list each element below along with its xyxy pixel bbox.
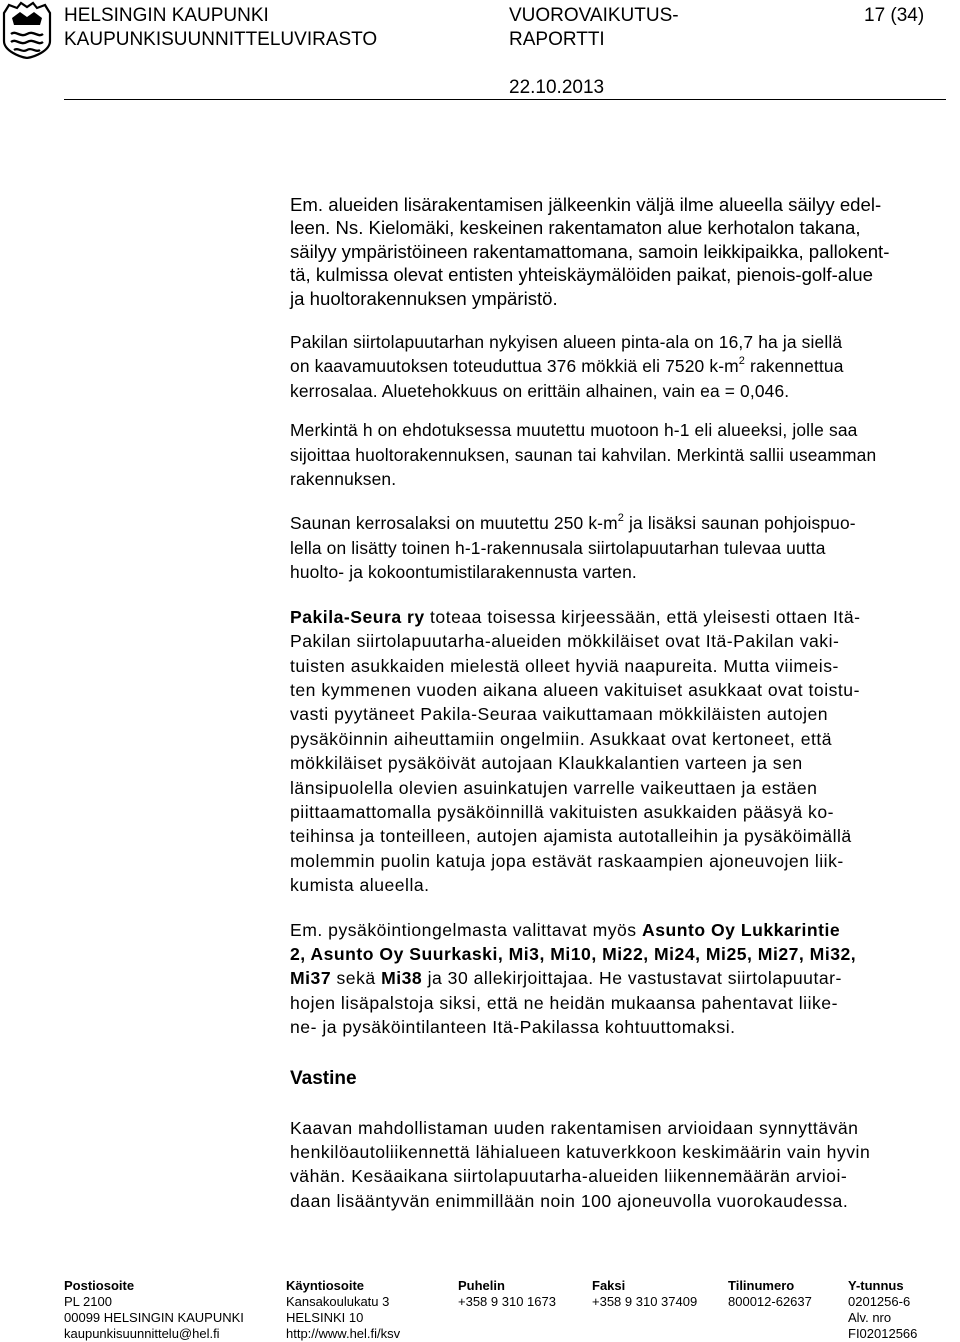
paragraph-line: sijoittaa huoltorakennuksen, saunan tai kahvilan. Merkintä sallii useamman (290, 444, 877, 465)
header-title-line1: VUOROVAIKUTUS- (509, 5, 679, 26)
footer-value: Alv. nro (848, 1310, 892, 1325)
footer-value: 0201256-6 (848, 1294, 911, 1309)
signatory-name: Asunto Oy Lukkarintie (642, 919, 841, 940)
footer-phone (458, 1278, 556, 1310)
header-document-title (509, 4, 679, 52)
line-text: rakennettua (745, 356, 844, 377)
footer-value: PL 2100 (64, 1294, 112, 1309)
paragraph-line: lella on lisätty toinen h-1-rakennusala siirtolapuutarhan tulevaa uutta (290, 537, 826, 558)
paragraph-2 (290, 330, 942, 403)
footer-visiting-address (286, 1278, 400, 1342)
header-organization (64, 4, 377, 52)
paragraph-line: teihinsa ja tonteilleen, autojen ajamista autotalleihin ja pysäköimällä (290, 826, 852, 847)
line-text: ja 30 allekirjoittajaa. He vastustavat siirtolapuutar- (422, 968, 842, 989)
paragraph-line: Em. alueiden lisärakentamisen jälkeenkin väljä ilme alueella säilyy edel- (290, 194, 882, 215)
line-text: sekä (331, 968, 382, 989)
paragraph-line: länsipuolella olevien asuinkatujen varrelle vaikeuttaen ja estäen (290, 777, 818, 798)
section-heading: Vastine (290, 1067, 357, 1089)
header-org-line1: HELSINGIN KAUPUNKI (64, 5, 269, 26)
paragraph-line: ja huoltorakennuksen ympäristö. (290, 287, 558, 309)
footer-value: +358 9 310 37409 (592, 1294, 698, 1309)
line-text: on kaavamuutoksen toteuduttua 376 mökkiä eli 7520 k-m (290, 356, 739, 377)
paragraph-line: rakennuksen. (290, 469, 397, 490)
footer-business-id (848, 1278, 917, 1342)
footer-heading: Y-tunnus (848, 1278, 904, 1293)
footer-account-number (728, 1278, 812, 1310)
paragraph-line: vasti pyytäneet Pakila-Seuraa vaikuttamaan mökkiläisten autojen (290, 704, 829, 725)
paragraph-line: Pakilan siirtolapuutarhan nykyisen alueen pinta-ala on 16,7 ha ja siellä (290, 332, 843, 353)
paragraph-line: Kaavan mahdollistaman uuden rakentamisen arvioidaan synnyttävän (290, 1117, 859, 1138)
header-divider (64, 99, 946, 100)
paragraph-line: Pakilan siirtolapuutarha-alueiden mökkiläiset ovat Itä-Pakilan vaki- (290, 631, 840, 652)
organization-name: Pakila-Seura ry (290, 606, 425, 627)
footer-value: 00099 HELSINGIN KAUPUNKI (64, 1310, 244, 1325)
paragraph-1 (290, 193, 942, 310)
superscript: 2 (617, 511, 625, 524)
paragraph-7 (290, 1116, 942, 1214)
footer-postal-address (64, 1278, 244, 1342)
paragraph-line: henkilöautoliikennettä lähialueen katuverkkoon keskimäärin vain hyvin (290, 1142, 871, 1162)
footer-value: HELSINKI 10 (286, 1310, 364, 1325)
signatory-names: 2, Asunto Oy Suurkaski, Mi3, Mi10, Mi22, Mi24, Mi25, Mi27, Mi32, (290, 943, 857, 964)
paragraph-line: leen. Ns. Kielomäki, keskeinen rakentamaton alue kerhotalon takana, (290, 217, 861, 239)
footer-fax (592, 1278, 697, 1310)
signatory-name: Mi37 (290, 968, 332, 989)
paragraph-line: tä, kulmissa olevat entisten yhteiskäymälöiden paikat, pienois-golf-alue (290, 264, 873, 286)
line-text: Em. pysäköintiongelmasta valittavat myös (290, 919, 642, 940)
paragraph-line: ne- ja pysäköintilanteen Itä-Pakilassa kohtuuttomaksi. (290, 1017, 736, 1038)
paragraph-line: Merkintä h on ehdotuksessa muutettu muotoon h-1 eli alueeksi, jolle saa (290, 420, 858, 441)
superscript: 2 (738, 354, 746, 367)
footer-heading: Puhelin (458, 1278, 505, 1293)
paragraph-line (290, 605, 942, 629)
paragraph-line: huolto- ja kokoontumistilarakennusta varten. (290, 562, 637, 583)
footer-value: +358 9 310 1673 (458, 1294, 556, 1309)
paragraph-line: pysäköinnin aiheuttamiin ongelmiin. Asukkaat ovat kertoneet, että (290, 728, 833, 749)
footer-value: FI02012566 (848, 1326, 918, 1341)
paragraph-line (290, 354, 942, 378)
helsinki-crest-logo (2, 1, 52, 59)
paragraph-6 (290, 918, 942, 1040)
paragraph-line: tuisten asukkaiden mielestä olleet hyviä naapureita. Mutta viimeis- (290, 655, 839, 676)
footer-website-link[interactable]: http://www.hel.fi/ksv (286, 1326, 401, 1341)
paragraph-line: kerrosalaa. Aluetehokkuus on erittäin alhainen, vain ea = 0,046. (290, 380, 790, 401)
header-title-line2: RAPORTTI (509, 29, 605, 50)
document-body (290, 193, 942, 1213)
paragraph-line (290, 918, 942, 942)
paragraph-line (290, 511, 942, 535)
paragraph-5 (290, 605, 942, 898)
paragraph-line: molemmin puolin katuja jopa estävät raskaampien ajoneuvojen liik- (290, 850, 844, 871)
line-text: Saunan kerrosalaksi on muutettu 250 k-m (290, 513, 618, 534)
footer-heading: Tilinumero (728, 1278, 795, 1293)
paragraph-line: daan lisääntyvän enimmillään noin 100 ajoneuvolla vuorokaudessa. (290, 1190, 849, 1211)
line-text: ja lisäksi saunan pohjoispuo- (624, 513, 856, 534)
paragraph-line: ten kymmenen vuoden aikana alueen vakituiset asukkaat ovat toistu- (290, 679, 860, 700)
paragraph-line: hojen lisäpalstoja siksi, että ne heidän mukaansa pahentavat liike- (290, 992, 838, 1013)
paragraph-line: säilyy ympäristöineen rakentamattomana, samoin leikkipaikka, pallokent- (290, 240, 890, 262)
paragraph-4 (290, 511, 942, 584)
paragraph-line (290, 966, 942, 990)
document-date: 22.10.2013 (509, 77, 605, 98)
paragraph-3 (290, 418, 942, 491)
paragraph-line: piittaamattomalla pysäköinnillä vakituisten asukkaiden pääsyä ko- (290, 801, 834, 822)
paragraph-line (290, 942, 942, 966)
page-number: 17 (34) (864, 5, 925, 26)
header-org-line2: KAUPUNKISUUNNITTELUVIRASTO (64, 29, 378, 50)
signatory-name: Mi38 (381, 968, 423, 989)
footer-heading: Faksi (592, 1278, 626, 1293)
paragraph-line: mökkiläiset pysäköivät autojaan Klaukkalantien varteen ja sen (290, 753, 803, 774)
line-text: toteaa toisessa kirjeessään, että yleisesti ottaen Itä- (424, 606, 861, 627)
footer-heading: Postiosoite (64, 1278, 135, 1293)
footer-value: 800012-62637 (728, 1294, 812, 1309)
footer-email-link[interactable]: kaupunkisuunnittelu@hel.fi (64, 1326, 220, 1341)
footer-value: Kansakoulukatu 3 (286, 1294, 390, 1309)
footer-heading: Käyntiosoite (286, 1278, 365, 1293)
paragraph-line: vähän. Kesäaikana siirtolapuutarha-alueiden liikennemäärän arvioi- (290, 1166, 848, 1187)
paragraph-line: kumista alueella. (290, 875, 430, 896)
